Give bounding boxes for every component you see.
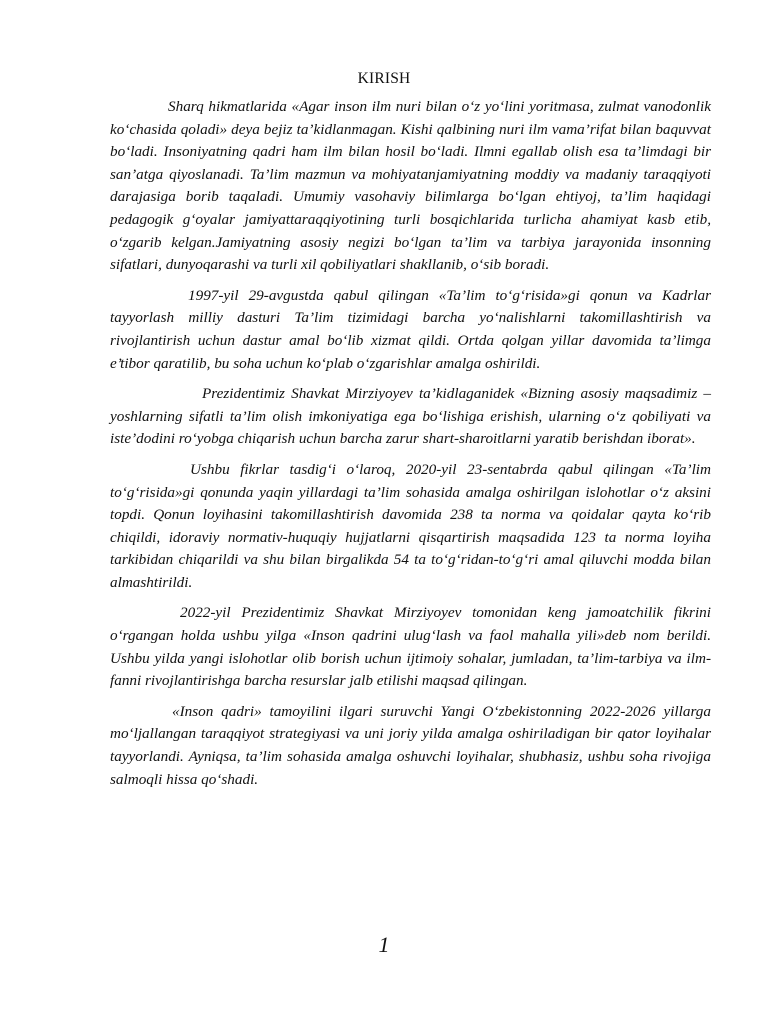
- page-number: 1: [378, 932, 390, 957]
- paragraph-1: Sharq hikmatlarida «Agar inson ilm nuri bilan o‘z yo‘lini yoritmasa, zulmat vanodonlik ko‘chasida qoladi» deya bejiz ta’kidlanmagan. Kishi qalbining nuri ilm vama’rifat bilan baquvvat bo‘ladi. Insoniyatning qadri ham ilm bilan hosil bo‘ladi. Ilmni egallab olish esa ta’limdagi bir san’atga qiyoslanadi. Ta’lim mazmun va mohiyatanjamiyatning moddiy va madaniy taraqqiyoti darajasiga borib taqaladi. Umumiy vasohaviy bilimlarga bo‘lgan ehtiyoj, ta’lim haqidagi pedagogik g‘oyalar jamiyattaraqqiyotining turli bosqichlarida turlicha ahamiyat kasb etib, o‘zgarib kelgan.Jamiyatning asosiy negizi bo‘lgan ta’lim va tarbiya jarayonida insonning sifatlari, dunyoqarashi va turli xil qobiliyatlari shakllanib, o‘sib boradi.: [110, 98, 711, 274]
- body-text: [110, 96, 711, 799]
- paragraph-2: 1997-yil 29-avgustda qabul qilingan «Ta’lim to‘g‘risida»gi qonun va Kadrlar tayyorlash milliy dasturi Ta’lim tizimidagi barcha yo‘nalishlarni takomillashtirish va rivojlantirish uchun dastur amal bo‘lib xizmat qildi. Ortda qolgan yillar davomida ta’limga e’tibor qaratilib, bu soha uchun ko‘plab o‘zgarishlar amalga oshirildi.: [110, 286, 711, 372]
- paragraph-4: Ushbu fikrlar tasdig‘i o‘laroq, 2020-yil 23-sentabrda qabul qilingan «Ta’lim to‘g‘risida»gi qonunda yaqin yillardagi ta’lim sohasida amalga oshirilgan islohotlar o‘z aksini topdi. Qonun loyihasini takomillashtirish davomida 238 ta norma va qoidalar qayta ko‘rib chiqildi, idoraviy normativ-huquqiy hujjatlarni qisqartirish maqsadida 123 ta norma loyiha tarkibidan chiqarildi va shu bilan birgalikda 54 ta to‘g‘ridan-to‘g‘ri amal qiluvchi modda bilan almashtirildi.: [110, 460, 711, 591]
- paragraph-3: Prezidentimiz Shavkat Mirziyoyev ta’kidlaganidek «Bizning asosiy maqsadimiz – yoshlarning sifatli ta’lim olish imkoniyatiga ega bo‘lishiga erishish, ularning o‘z qobiliyati va iste’dodini ro‘yobga chiqarish uchun barcha zarur shart-sharoitlarni yaratib berishdan iborat».: [110, 385, 711, 448]
- section-heading: KIRISH: [357, 70, 411, 87]
- paragraph-6: «Inson qadri» tamoyilini ilgari suruvchi Yangi O‘zbekistonning 2022-2026 yillarga mo‘ljallangan taraqqiyot strategiyasi va uni joriy yilda amalga oshiriladigan bir qator loyihalar tayyorlandi. Ayniqsa, ta’lim sohasida amalga oshuvchi loyihalar, shubhasiz, ushbu soha rivojiga salmoqli hissa qo‘shadi.: [110, 702, 711, 788]
- paragraph-5: 2022-yil Prezidentimiz Shavkat Mirziyoyev tomonidan keng jamoatchilik fikrini o‘rgangan holda ushbu yilga «Inson qadrini ulug‘lash va faol mahalla yili»deb nom berildi. Ushbu yilda yangi islohotlar olib borish uchun ijtimoiy sohalar, jumladan, ta’lim-tarbiya va ilm-fanni rivojlantirishga barcha resurslar jalb etilishi maqsad qilingan.: [110, 604, 711, 690]
